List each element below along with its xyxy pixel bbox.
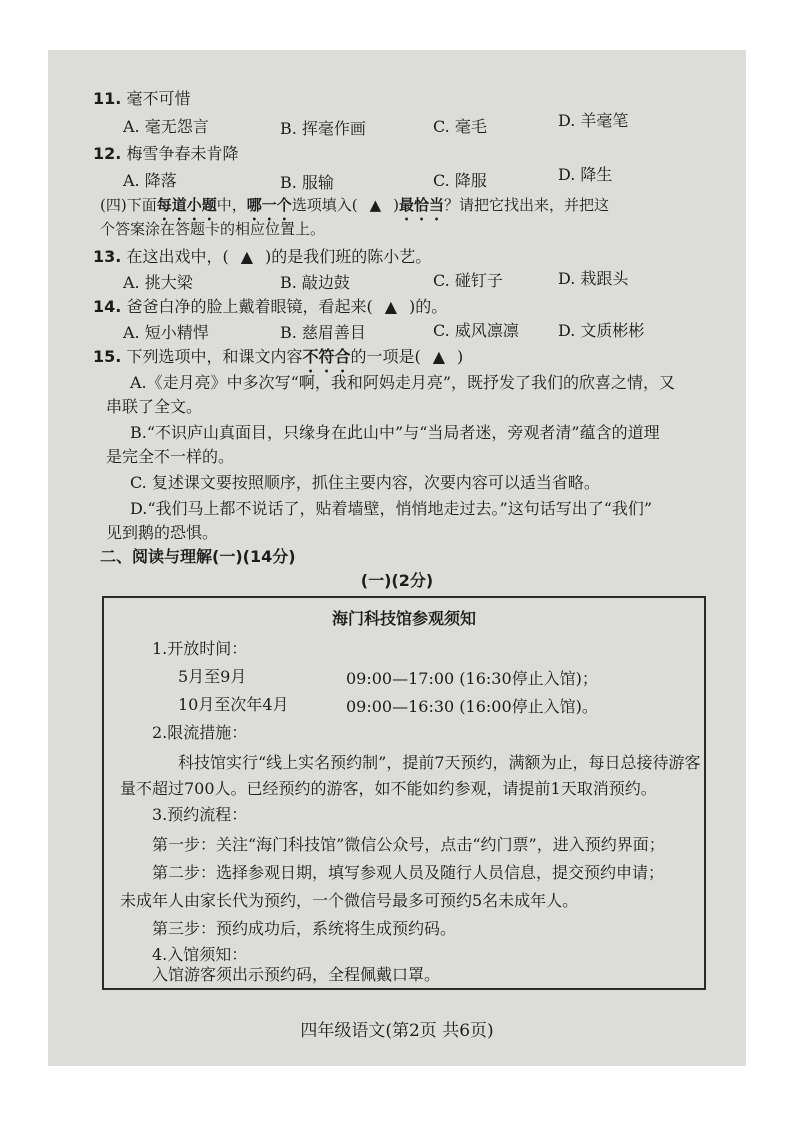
question-stem: 在这出戏中，(	[126, 247, 229, 266]
option-b-line1: B.“不识庐山真面目，只缘身在此山中”与“当局者迷，旁观者清”蕴含的道理	[130, 423, 660, 442]
option-c: C. 降服	[433, 171, 487, 190]
question-number: 15.	[93, 347, 122, 366]
option-d: D. 降生	[558, 165, 613, 184]
question-stem: 下列选项中，和课文内容	[126, 347, 303, 366]
section-title: 二、阅读与理解(一)(14分)	[100, 547, 296, 566]
open-months-1: 5月至9月	[178, 667, 247, 686]
option-b: B. 挥毫作画	[280, 119, 366, 138]
question-12	[93, 143, 238, 165]
question-stem: 梅雪争春未肯降	[126, 144, 239, 163]
question-stem: 爸爸白净的脸上戴着眼镜，看起来(	[126, 297, 373, 316]
option-b: B. 敲边鼓	[280, 273, 350, 292]
option-a-line2: 串联了全文。	[106, 397, 203, 416]
option-d: D. 羊毫笔	[558, 111, 629, 130]
option-c: C. 毫毛	[433, 117, 487, 136]
question-number: 13.	[93, 247, 122, 266]
option-c: C. 碰钉子	[433, 271, 503, 290]
question-stem: )的是我们班的陈小艺。	[265, 247, 432, 266]
question-stem: 的一项是(	[350, 347, 421, 366]
notice-box	[102, 596, 706, 990]
step-2-cont: 未成年人由家长代为预约，一个微信号最多可预约5名未成年人。	[120, 891, 579, 910]
instruction-text: 中，	[216, 196, 247, 214]
notice-paragraph: 入馆游客须出示预约码，全程佩戴口罩。	[152, 965, 441, 984]
instruction-text: (四)下面	[100, 196, 157, 214]
emphasis-text: 每道小题	[156, 196, 217, 214]
notice-heading-3: 3.预约流程：	[152, 805, 248, 824]
section-4-instruction-line2: 个答案涂在答题卡的相应位置上。	[100, 220, 326, 238]
option-c-line1: C. 复述课文要按照顺序，抓住主要内容，次要内容可以适当省略。	[130, 473, 600, 492]
notice-heading-1: 1.开放时间：	[152, 639, 248, 658]
option-d: D. 栽跟头	[558, 269, 629, 288]
step-1: 第一步：关注“海门科技馆”微信公众号，点击“约门票”，进入预约界面；	[152, 835, 665, 854]
instruction-text: ？请把它找出来，并把这	[444, 196, 610, 214]
notice-title: 海门科技馆参观须知	[331, 609, 476, 628]
question-stem: )	[457, 347, 464, 366]
notice-paragraph: 科技馆实行“线上实名预约制”，提前7天预约，满额为止，每日总接待游客	[178, 753, 701, 772]
answer-blank: ▲	[384, 297, 397, 316]
question-stem: 毫不可惜	[126, 89, 191, 108]
open-months-2: 10月至次年4月	[178, 695, 289, 714]
question-number: 12.	[93, 144, 122, 163]
question-13	[93, 246, 431, 268]
question-number: 14.	[93, 297, 122, 316]
notice-heading-2: 2.限流措施：	[152, 723, 248, 742]
open-hours-1: 09:00—17:00 (16:30停止入馆)；	[346, 669, 598, 688]
instruction-text: 选项填入(	[291, 196, 358, 214]
step-3: 第三步：预约成功后，系统将生成预约码。	[152, 919, 457, 938]
option-b: B. 服输	[280, 173, 334, 192]
exam-page	[48, 50, 746, 1066]
answer-blank: ▲	[240, 247, 253, 266]
option-a: A. 毫无怨言	[123, 117, 209, 136]
option-b-line2: 是完全不一样的。	[106, 447, 235, 466]
option-c: C. 威风凛凛	[433, 321, 519, 340]
answer-blank: ▲	[432, 347, 446, 366]
page-footer: 四年级语文(第2页 共6页)	[300, 1021, 494, 1041]
instruction-text: )	[393, 196, 400, 214]
question-number: 11.	[93, 89, 122, 108]
question-14	[93, 296, 447, 318]
question-stem: )的。	[409, 297, 448, 316]
step-2: 第二步：选择参观日期，填写参观人员及随行人员信息，提交预约申请；	[152, 863, 665, 882]
notice-heading-4: 4.入馆须知：	[152, 945, 248, 964]
option-a: A. 降落	[123, 171, 177, 190]
subsection-title: (一)(2分)	[360, 571, 434, 590]
answer-blank: ▲	[369, 196, 382, 214]
notice-paragraph: 量不超过700人。已经预约的游客，如不能如约参观，请提前1天取消预约。	[120, 779, 657, 798]
open-hours-2: 09:00—16:30 (16:00停止入馆)。	[346, 697, 598, 716]
option-a: A. 挑大梁	[123, 273, 193, 292]
option-a: A. 短小精悍	[123, 323, 209, 342]
option-d: D. 文质彬彬	[558, 321, 645, 340]
option-b: B. 慈眉善目	[280, 323, 366, 342]
question-11	[93, 88, 190, 110]
page-content	[48, 50, 746, 1066]
emphasis-text: 哪一个	[246, 196, 292, 214]
option-a-line1: A.《走月亮》中多次写“啊，我和阿妈走月亮”，既抒发了我们的欣喜之情，又	[130, 373, 676, 392]
option-d-line2: 见到鹅的恐惧。	[106, 523, 219, 542]
emphasis-text: 不符合	[302, 347, 351, 366]
emphasis-text: 最恰当	[399, 196, 445, 214]
option-d-line1: D.“我们马上都不说话了，贴着墙壁，悄悄地走过去。”这句话写出了“我们”	[130, 499, 653, 518]
